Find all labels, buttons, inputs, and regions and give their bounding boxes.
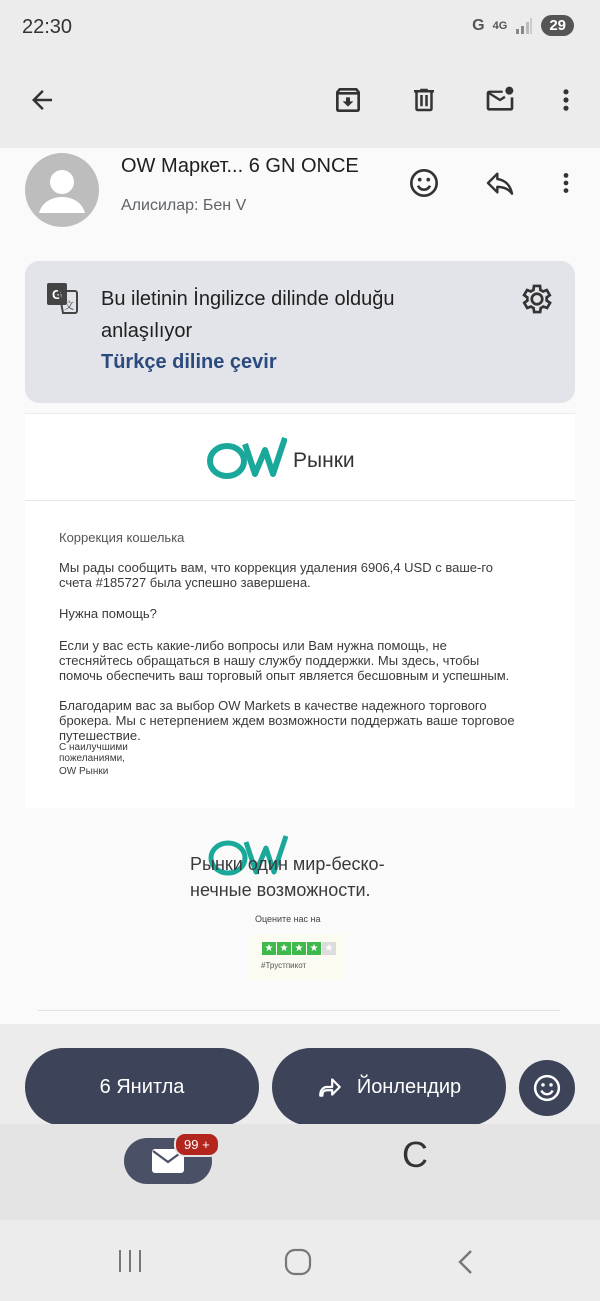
chevron-left-icon: [454, 1248, 478, 1276]
bottom-navigation: [0, 1124, 600, 1220]
message-more-button[interactable]: [546, 163, 586, 203]
rating-star: ★: [262, 942, 276, 955]
translate-icon: [45, 281, 79, 320]
person-icon: [25, 153, 99, 227]
mail-paragraph-1: Мы рады сообщить вам, что коррекция удаления 6906,4 USD с ваше-го счета #185727 была успешно завершена.: [59, 560, 494, 590]
rate-label: Оцените нас на: [255, 914, 321, 924]
brand-logo: [207, 434, 355, 480]
translate-settings-button[interactable]: [519, 281, 555, 322]
reply-icon: [484, 167, 516, 199]
translate-action-link[interactable]: Türkçe diline çevir: [101, 351, 277, 373]
react-emoji-button[interactable]: [404, 163, 444, 203]
delete-button[interactable]: [402, 78, 446, 122]
smiley-icon: [532, 1073, 562, 1103]
mail-paragraph-2: Если у вас есть какие-либо вопросы или Вам нужна помощь, не стесняйтесь обращаться в нашу службу поддержки. Мы здесь, чтобы помочь обеспечить ваш торговый опыт является бесшовным и успешным.: [59, 638, 510, 683]
mark-unread-button[interactable]: [478, 78, 522, 122]
smiley-icon: [408, 167, 440, 199]
trustpilot-widget[interactable]: [250, 934, 346, 980]
network-type: 4G: [492, 19, 508, 32]
avatar[interactable]: [25, 153, 99, 227]
archive-icon: [332, 84, 364, 116]
email-body: [25, 413, 575, 808]
status-icons: [472, 15, 574, 36]
translate-banner: [25, 261, 575, 403]
ow-logo-icon: [207, 434, 287, 480]
divider: [38, 1010, 560, 1011]
status-time: 22:30: [22, 16, 73, 38]
mail-dot-icon: [484, 84, 516, 116]
google-icon: G: [472, 16, 485, 34]
trustpilot-label: #Трустпикот: [261, 961, 307, 970]
forward-label: Йонлендир: [356, 1075, 462, 1098]
arrow-left-icon: [27, 85, 57, 115]
brand-name: Рынки: [293, 449, 355, 472]
more-vertical-icon: [552, 86, 580, 114]
mail-help-title: Нужна помощь?: [59, 606, 157, 621]
more-vertical-icon: [553, 170, 579, 196]
gear-icon: [519, 281, 555, 317]
rating-star: ★: [307, 942, 321, 955]
mail-heading: Коррекция кошелька: [59, 530, 185, 545]
sender-subject: OW Маркет... 6 GN ONCE: [121, 155, 359, 177]
emoji-reaction-button[interactable]: [519, 1060, 575, 1116]
back-button[interactable]: [20, 78, 64, 122]
more-options-button[interactable]: [544, 78, 588, 122]
system-navigation: [0, 1220, 600, 1301]
divider: [25, 500, 575, 501]
battery-level: 29: [541, 15, 574, 36]
forward-button[interactable]: [272, 1048, 506, 1126]
footer-slogan: Рынки один мир-беско-нечные возможности.: [190, 854, 385, 900]
recent-apps-button[interactable]: [116, 1248, 144, 1279]
status-bar: [0, 0, 600, 58]
rating-stars: [262, 942, 336, 955]
back-nav-button[interactable]: [454, 1248, 478, 1281]
mail-paragraph-3: Благодарим вас за выбор OW Markets в качестве надежного торгового брокера. Мы с нетерпением ждем возможности поддержать ваше торговое путешествие.: [59, 698, 515, 743]
recent-apps-icon: [116, 1248, 144, 1274]
top-toolbar: [0, 58, 600, 148]
rating-star: ★: [292, 942, 306, 955]
home-icon: [284, 1248, 312, 1276]
home-button[interactable]: [284, 1248, 312, 1281]
mail-signoff: С наилучшими пожеланиями,: [59, 742, 128, 764]
archive-button[interactable]: [326, 78, 370, 122]
recipient-line[interactable]: Алисилар: Бен V: [121, 197, 247, 214]
reply-all-button[interactable]: [25, 1048, 259, 1126]
rating-star: ★: [277, 942, 291, 955]
mail-signature: OW Рынки: [59, 766, 109, 777]
trash-icon: [409, 85, 439, 115]
reply-button[interactable]: [480, 163, 520, 203]
reply-all-label: 6 Янитла: [99, 1075, 185, 1098]
svg-text:文: 文: [64, 301, 74, 312]
signal-icon: [515, 18, 533, 34]
unread-badge: 99 +: [174, 1132, 220, 1157]
forward-icon: [317, 1074, 343, 1100]
rating-star: ★: [322, 942, 336, 955]
translate-message: Bu iletinin İngilizce dilinde olduğu anlaşılıyor: [101, 288, 395, 342]
email-content[interactable]: [0, 148, 600, 1024]
reply-bar: [0, 1024, 600, 1124]
nav-meet-tab[interactable]: C: [402, 1134, 428, 1175]
svg-text:G: G: [52, 287, 63, 302]
